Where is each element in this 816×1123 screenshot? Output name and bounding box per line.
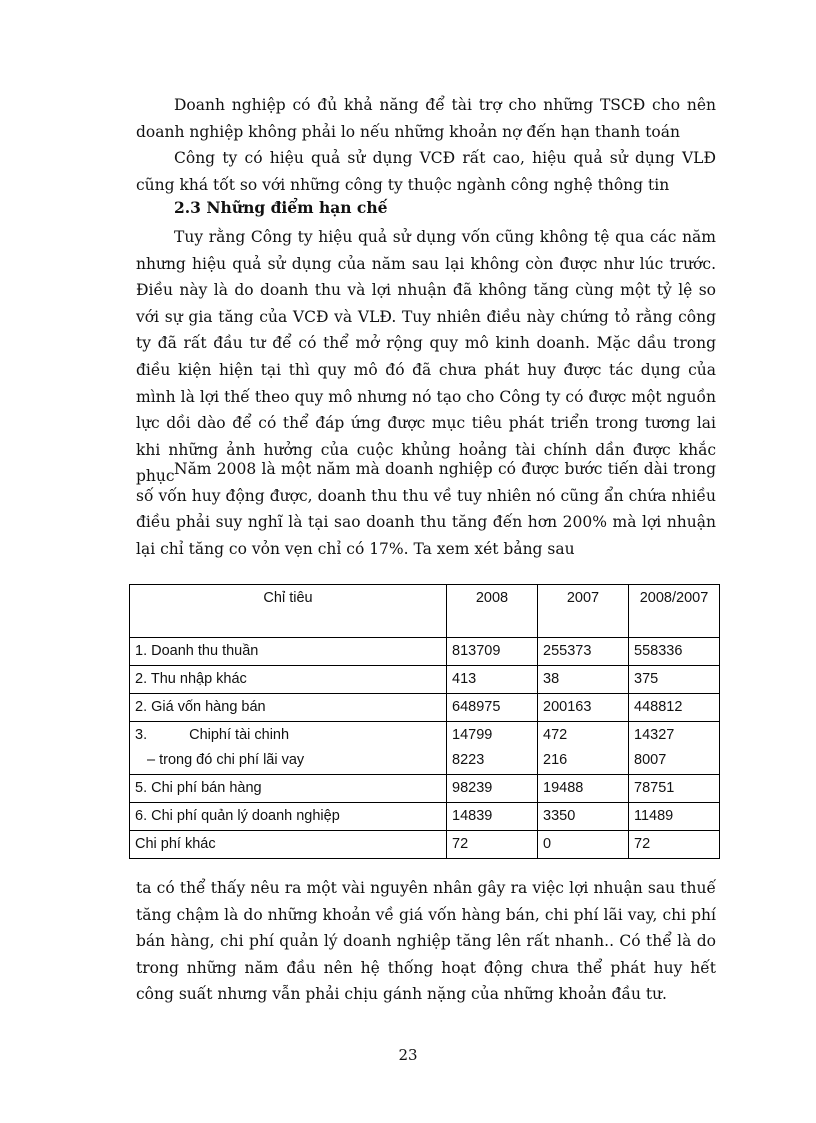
cell-value: 216 [543,752,568,768]
table-cell: 2. Giá vốn hàng bán [130,694,447,722]
header-cell: 2007 [538,585,629,638]
table-cell: 255373 [538,638,629,666]
table-cell: 14839 [447,803,538,831]
table-cell: 11489 [629,803,720,831]
paragraph-3-text: Tuy rằng Công ty hiệu quả sử dụng vốn cũng không tệ qua các năm nhưng hiệu quả sử dụng của năm sau lại không còn được như lúc trước. Điều này là do doanh thu và lợi nhuận đã không tăng cùng một tỷ lệ so với sự gia tăng của VCĐ và VLĐ. Tuy nhiên điều này chứng tỏ rằng công ty đã rất đầu tư để có thể mở rộng quy mô kinh doanh. Mặc dầu trong điều kiện hiện tại thì quy mô đó đã chưa phát huy được tác dụng của mình là lợi thế theo quy mô nhưng nó tạo cho Công ty có được một nguồn lực dồi dào để có thể đáp ứng được mục tiêu phát triển trong tương lai khi những ảnh hưởng của cuộc khủng hoảng tài chính dần được khắc phục [136,228,716,486]
fee-sublabel: – trong đó chi phí lãi vay [147,752,305,768]
table-cell: 813709 [447,638,538,666]
table-cell: 98239 [447,775,538,803]
table-cell [629,722,720,775]
table-row [130,803,720,831]
table-cell: 78751 [629,775,720,803]
table-row [130,666,720,694]
cell-value: 14799 [452,727,493,743]
paragraph-2 [136,145,716,198]
table-cell: 648975 [447,694,538,722]
financial-table [129,584,720,859]
paragraph-5 [136,875,716,1008]
table-row [130,694,720,722]
cell-value: 8223 [452,752,485,768]
table-cell: 375 [629,666,720,694]
fee-label: Chiphí tài chinh [189,727,290,743]
cell-value: 14327 [634,727,675,743]
table-header-row [130,585,720,638]
table-cell: 448812 [629,694,720,722]
cell-value: 8007 [634,752,667,768]
paragraph-4 [136,456,716,562]
table-cell [538,722,629,775]
header-cell: 2008 [447,585,538,638]
section-heading: 2.3 Những điểm hạn chế [174,198,388,217]
header-cell: Chỉ tiêu [130,585,447,638]
table-cell: Chi phí khác [130,831,447,859]
page-number: 23 [398,1046,418,1064]
table-cell: 558336 [629,638,720,666]
table-cell: 72 [629,831,720,859]
fee-label-line [135,723,441,748]
cell-value: 472 [543,727,568,743]
table-row [130,775,720,803]
paragraph-5-text: ta có thể thấy nêu ra một vài nguyên nhân gây ra việc lợi nhuận sau thuế tăng chậm là do những khoản về giá vốn hàng bán, chi phí lãi vay, chi phí bán hàng, chi phí quản lý doanh nghiệp tăng lên rất nhanh.. Có thể là do trong những năm đầu nên hệ thống hoạt động chưa thể phát huy hết công suất nhưng vẫn phải chịu gánh nặng của những khoản đầu tư. [136,879,716,1004]
table-cell: 200163 [538,694,629,722]
table-cell: 413 [447,666,538,694]
paragraph-1-text: Doanh nghiệp có đủ khả năng để tài trợ cho những TSCĐ cho nên doanh nghiệp không phải lo nếu những khoản nợ đến hạn thanh toán [136,96,716,141]
table-cell: 19488 [538,775,629,803]
table-cell: 72 [447,831,538,859]
table-row [130,831,720,859]
table-cell: 2. Thu nhập khác [130,666,447,694]
table-cell: 1. Doanh thu thuần [130,638,447,666]
header-cell: 2008/2007 [629,585,720,638]
paragraph-3 [136,224,716,490]
table-cell: 6. Chi phí quản lý doanh nghiệp [130,803,447,831]
table-cell: 0 [538,831,629,859]
paragraph-2-text: Công ty có hiệu quả sử dụng VCĐ rất cao, hiệu quả sử dụng VLĐ cũng khá tốt so với những công ty thuộc ngành công nghệ thông tin [136,149,716,194]
table-cell: 38 [538,666,629,694]
table-row [130,722,720,775]
table-cell: 5. Chi phí bán hàng [130,775,447,803]
table-row [130,638,720,666]
table-cell: 3350 [538,803,629,831]
paragraph-4-text: Năm 2008 là một năm mà doanh nghiệp có được bước tiến dài trong số vốn huy động được, doanh thu thu về tuy nhiên nó cũng ẩn chứa nhiều điều phải suy nghĩ là tại sao doanh thu tăng đến hơn 200% mà lợi nhuận lại chỉ tăng co vỏn vẹn chỉ có 17%. Ta xem xét bảng sau [136,460,716,558]
paragraph-1 [136,92,716,145]
fee-prefix: 3. [135,727,148,743]
table-cell [447,722,538,775]
table-cell [130,722,447,775]
